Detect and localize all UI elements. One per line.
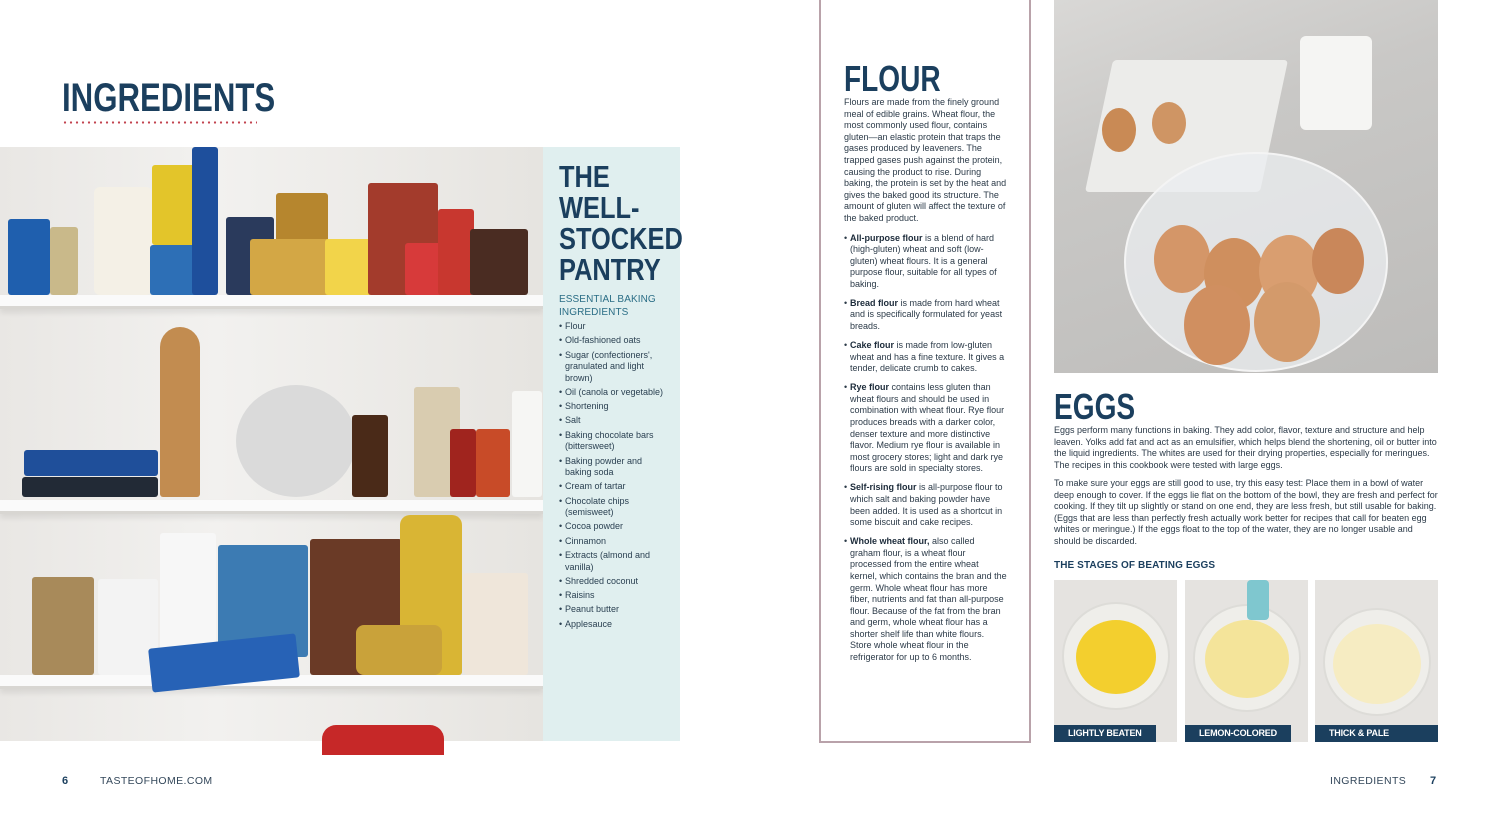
pantry-list-item: • Oil (canola or vegetable) xyxy=(559,387,670,399)
pantry-list-item: • Raisins xyxy=(559,590,670,602)
cocoa-box-side xyxy=(438,209,474,295)
beaten-eggs xyxy=(1076,620,1156,694)
ceramic-crock xyxy=(464,573,528,675)
flour-sidebar xyxy=(819,0,1031,743)
coconut-bag xyxy=(325,239,373,295)
stage-photo-lightly-beaten xyxy=(1054,580,1177,742)
flour-type-item xyxy=(844,340,1007,375)
page-number: 6 xyxy=(62,775,69,787)
pantry-list-item: • Applesauce xyxy=(559,619,670,631)
flour-type-description: is made from low-gluten wheat and has a fine texture. It gives a tender, delicate crumb to cakes. xyxy=(850,340,1005,374)
squeeze-bottle xyxy=(512,391,542,497)
flour-type-description: also called graham flour, is a wheat flour processed from the entire wheat kernel, which contains the bran and the germ. Whole wheat flour has more fiber, nutrients and fat than all-purpose flour. Because of the fat from the bran and germ, whole wheat flour has a shorter shelf life than white flours. Store whole wheat flour in the refrigerator for up to 6 months. xyxy=(850,536,1007,663)
extract-bottle xyxy=(450,429,476,497)
flour-type-term: Whole wheat flour, xyxy=(850,536,930,547)
flour-type-term: Rye flour xyxy=(850,382,890,393)
flour-type-description: is all-purpose flour to which salt and baking powder have been added. It is used as a shortcut in some biscuit and cake recipes. xyxy=(850,482,1003,528)
flour-type-item xyxy=(844,233,1007,291)
flour-type-description: is made from hard wheat and is specifically formulated for yeast breads. xyxy=(850,297,1003,332)
pantry-heading: THE WELL- STOCKED PANTRY xyxy=(559,159,683,287)
pantry-list-item: • Cream of tartar xyxy=(559,481,670,493)
stage-label: LEMON-COLORED xyxy=(1185,725,1291,742)
eggs-body xyxy=(1054,425,1438,547)
baking-soda-box xyxy=(250,239,332,295)
egg xyxy=(1312,228,1364,294)
flour-type-item xyxy=(844,482,1007,528)
oats-box xyxy=(192,147,218,295)
pantry-subheading: ESSENTIAL BAKING INGREDIENTS xyxy=(559,294,656,318)
eggs-paragraph: To make sure your eggs are still good to use, try this easy test: Place them in a bowl of water deep enough to cover. If the eggs lie flat on the bottom of the bowl, they are fresh and perfect for cooking. If they tilt up slightly or stand on one end, they are less fresh, but still usable for baking. (Eggs that are less than perfectly fresh actually work better for recipes that call for beaten egg whites or meringue.) If the eggs float to the top of the water, they are no longer usable and should be discarded. xyxy=(1054,478,1438,546)
flour-types-list xyxy=(844,233,1007,664)
mixing-plate xyxy=(236,385,356,497)
spice-jar xyxy=(50,227,78,295)
pantry-list-item: • Peanut butter xyxy=(559,604,670,616)
pantry-list-item: • Baking powder and baking soda xyxy=(559,456,670,479)
shelf xyxy=(0,295,543,309)
vanilla-bottle xyxy=(352,415,388,497)
stage-label: THICK & PALE YELLOW xyxy=(1315,725,1438,742)
title-dotted-rule xyxy=(62,121,257,124)
pantry-list xyxy=(559,321,670,630)
cocoa-box xyxy=(470,229,528,295)
flour-jar xyxy=(1300,36,1372,130)
flour-type-description: contains less gluten than wheat flours and should be used in combination with wheat flour. Rye flour produces breads with a darker color, denser texture and more distinctive flavor. Medium rye flour is available in most grocery stores; light and dark rye flours are sold in specialty stores. xyxy=(850,382,1005,474)
measuring-cups xyxy=(356,625,442,675)
red-mixer xyxy=(322,725,444,755)
baking-sheets-box xyxy=(22,477,158,497)
page-title: INGREDIENTS xyxy=(62,76,276,120)
website-footer: TASTEOFHOME.COM xyxy=(100,775,213,787)
pantry-list-item: • Shredded coconut xyxy=(559,576,670,588)
pantry-list-item: • Old-fashioned oats xyxy=(559,335,670,347)
pantry-list-item: • Chocolate chips (semisweet) xyxy=(559,496,670,519)
stage-photo-thick-pale-yellow xyxy=(1315,580,1438,755)
hand-mixer xyxy=(1247,580,1269,620)
section-footer: INGREDIENTS xyxy=(1330,775,1407,787)
sugar-container xyxy=(32,577,94,675)
egg xyxy=(1102,108,1136,152)
cinnamon-jar xyxy=(476,429,510,497)
flour-type-term: Cake flour xyxy=(850,340,895,351)
flour-intro: Flours are made from the finely ground meal of edible grains. Wheat flour, the most commonly used flour, contains gluten—an elastic protein that traps the gases produced by leaveners. The trapped gases push against the protein, causing the product to rise. During baking, the protein is set by the heat and gives the baked good its structure. The amount of gluten will affect the texture of the baked product. xyxy=(844,97,1007,223)
peanut-butter-jar xyxy=(8,219,50,295)
pantry-shelves-photo xyxy=(0,147,543,741)
pantry-list-item: • Cocoa powder xyxy=(559,521,670,533)
stage-photo-lemon-colored xyxy=(1185,580,1308,742)
shelf xyxy=(0,500,543,514)
flour-type-description: is a blend of hard (high-gluten) wheat and soft (low-gluten) wheat flours. It is a general purpose flour, suitable for all types of baking. xyxy=(850,232,997,289)
stage-label: LIGHTLY BEATEN xyxy=(1054,725,1156,742)
pantry-list-item: • Baking chocolate bars (bittersweet) xyxy=(559,430,670,453)
pantry-list-item: • Cinnamon xyxy=(559,536,670,548)
parchment-box xyxy=(24,450,158,476)
eggs-paragraph: Eggs perform many functions in baking. They add color, flavor, texture and structure and help leaven. Yolks add fat and act as an emulsifier, which helps blend the shortening, oil or butter into the liquid ingredients. The whites are used for their drying properties, especially for meringues. The recipes in this cookbook were tested with large eggs. xyxy=(1054,425,1437,470)
flour-type-item xyxy=(844,298,1007,333)
egg xyxy=(1154,225,1210,293)
flour-heading: FLOUR xyxy=(844,58,941,99)
beaten-eggs xyxy=(1333,624,1421,704)
flour-type-term: Bread flour xyxy=(850,297,899,308)
egg xyxy=(1152,102,1186,144)
pantry-list-item: • Shortening xyxy=(559,401,670,413)
pantry-list-item: • Flour xyxy=(559,321,670,333)
pantry-list-item: • Salt xyxy=(559,415,670,427)
flour-type-item xyxy=(844,536,1007,664)
egg xyxy=(1254,282,1320,362)
stages-heading: THE STAGES OF BEATING EGGS xyxy=(1054,560,1216,571)
wooden-spoon xyxy=(160,327,200,497)
eggs-heading: EGGS xyxy=(1054,386,1136,427)
flour-type-item xyxy=(844,382,1007,475)
pantry-list-item: • Extracts (almond and vanilla) xyxy=(559,550,670,573)
flour-type-term: Self-rising flour xyxy=(850,482,917,493)
egg xyxy=(1184,285,1250,365)
beaten-eggs xyxy=(1205,620,1289,698)
pantry-list-item: • Sugar (confectioners', granulated and light brown) xyxy=(559,350,670,385)
eggs-in-water-photo xyxy=(1054,0,1438,373)
page-number: 7 xyxy=(1430,775,1437,787)
pantry-sidebar xyxy=(543,147,683,741)
flour-type-term: All-purpose flour xyxy=(850,232,923,243)
canister xyxy=(94,187,152,295)
